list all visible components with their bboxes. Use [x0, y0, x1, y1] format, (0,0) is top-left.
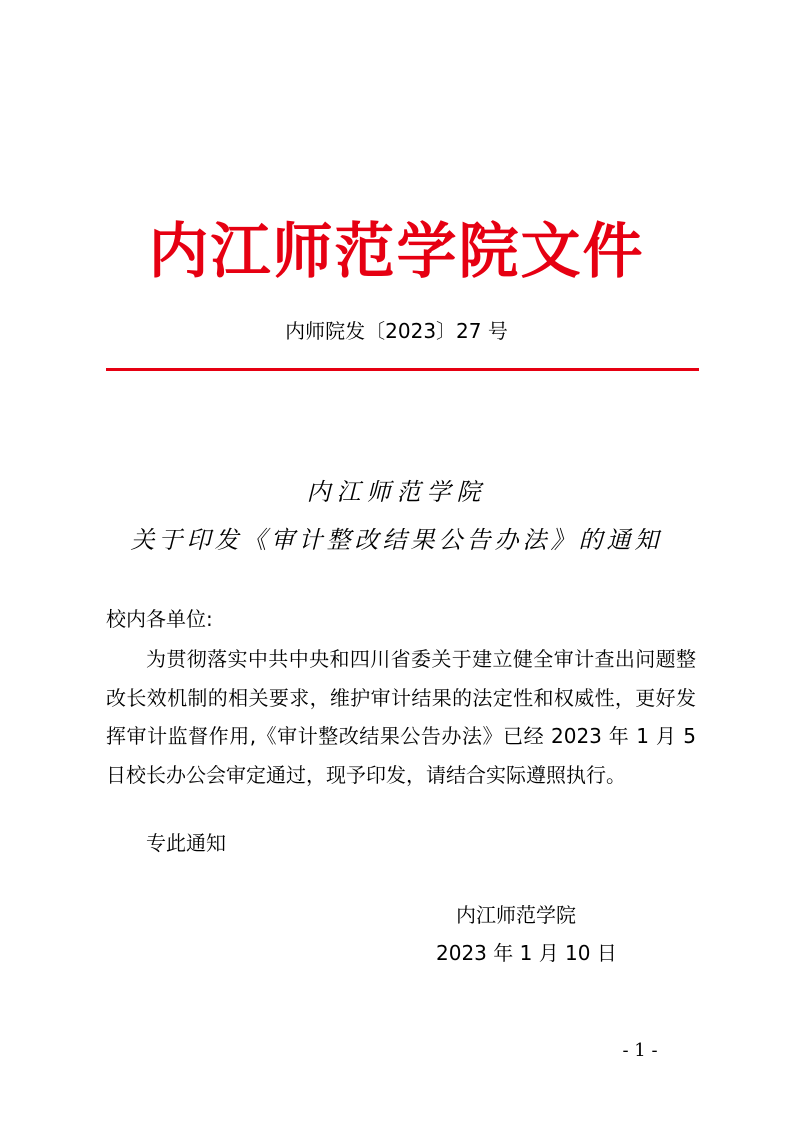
salutation: 校内各单位:	[106, 607, 213, 631]
notice-title-line2: 关于印发《审计整改结果公告办法》的通知	[130, 526, 663, 554]
signature-date: 2023 年 1 月 10 日	[436, 941, 617, 965]
document-header-title: 内江师范学院文件	[148, 217, 645, 287]
notice-title-line1: 内江师范学院	[306, 478, 487, 506]
page-number: - 1 -	[622, 1040, 658, 1061]
document-number: 内师院发〔2023〕27 号	[285, 319, 508, 343]
closing-line: 专此通知	[146, 831, 226, 855]
signature-organization: 内江师范学院	[456, 903, 576, 927]
header-divider	[106, 368, 699, 371]
body-paragraph: 为贯彻落实中共中央和四川省委关于建立健全审计查出问题整改长效机制的相关要求，维护审计结果的法定性和权威性，更好发挥审计监督作用,《审计整改结果公告办法》已经 2023 年 1 月 5 日校长办公会审定通过，现予印发，请结合实际遵照执行。	[106, 647, 696, 787]
